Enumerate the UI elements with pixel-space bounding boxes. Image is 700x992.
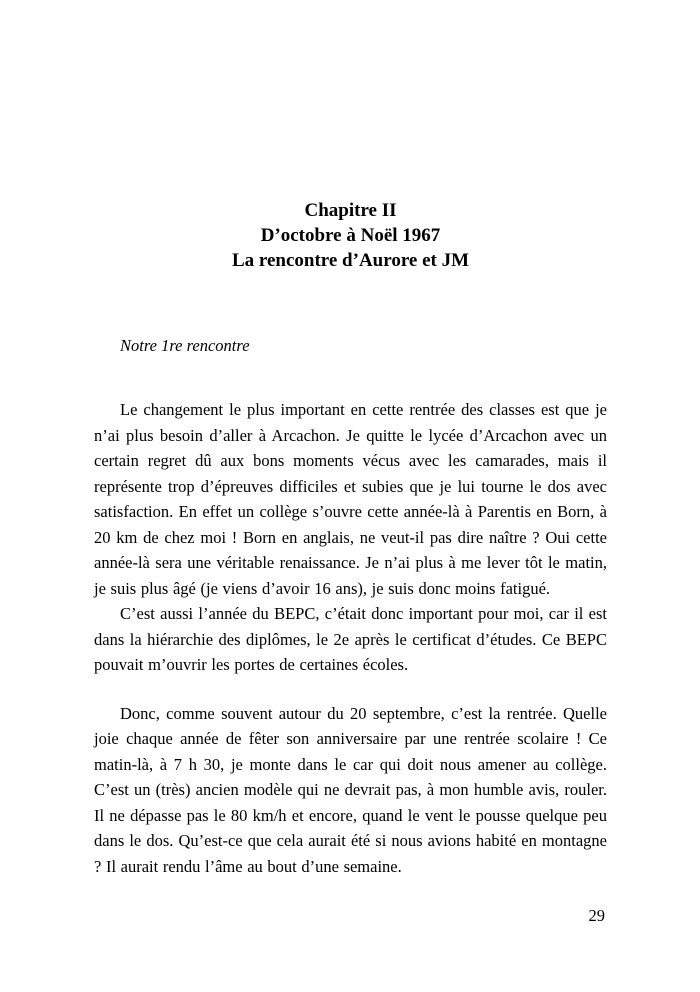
page-content [94,0,607,879]
chapter-heading-line-2: D’octobre à Noël 1967 [260,225,441,246]
chapter-heading-line-1: Chapitre II [304,200,397,221]
chapter-heading [94,198,607,273]
section-subtitle: Notre 1re rencontre [120,336,250,355]
paragraph-3: Donc, comme souvent autour du 20 septembre, c’est la rentrée. Quelle joie chaque année de fêter son anniversaire par une rentrée scolaire ! Ce matin-là, à 7 h 30, je monte dans le car qui doit nous amener au collège. C’est un (très) ancien modèle qui ne devrait pas, à mon humble avis, rouler. Il ne dépasse pas le 80 km/h et encore, quand le vent le pousse quelque peu dans le dos. Qu’est-ce que cela aurait été si nous avions habité en montagne ? Il aurait rendu l’âme au bout d’une semaine. [94,703,607,876]
paragraph-2: C’est aussi l’année du BEPC, c’était donc important pour moi, car il est dans la hiérarchie des diplômes, le 2e après le certificat d’études. Ce BEPC pouvait m’ouvrir les portes de certaines écoles. [94,604,607,674]
chapter-heading-line-3: La rencontre d’Aurore et JM [231,250,470,271]
paragraph-1: Le changement le plus important en cette rentrée des classes est que je n’ai plus besoin d’aller à Arcachon. Je quitte le lycée d’Arcachon avec un certain regret dû aux bons moments vécus avec les camarades, mais il représente trop d’épreuves difficiles et subies que je lui tourne le dos avec satisfaction. En effet un collège s’ouvre cette année-là à Parentis en Born, à 20 km de chez moi ! Born en anglais, ne veut-il pas dire naître ? Oui cette année-là sera une véritable renaissance. Je n’ai plus à me lever tôt le matin, je suis plus âgé (je viens d’avoir 16 ans), je suis donc moins fatigué. [94,400,607,598]
page-number: 29 [588,906,605,925]
